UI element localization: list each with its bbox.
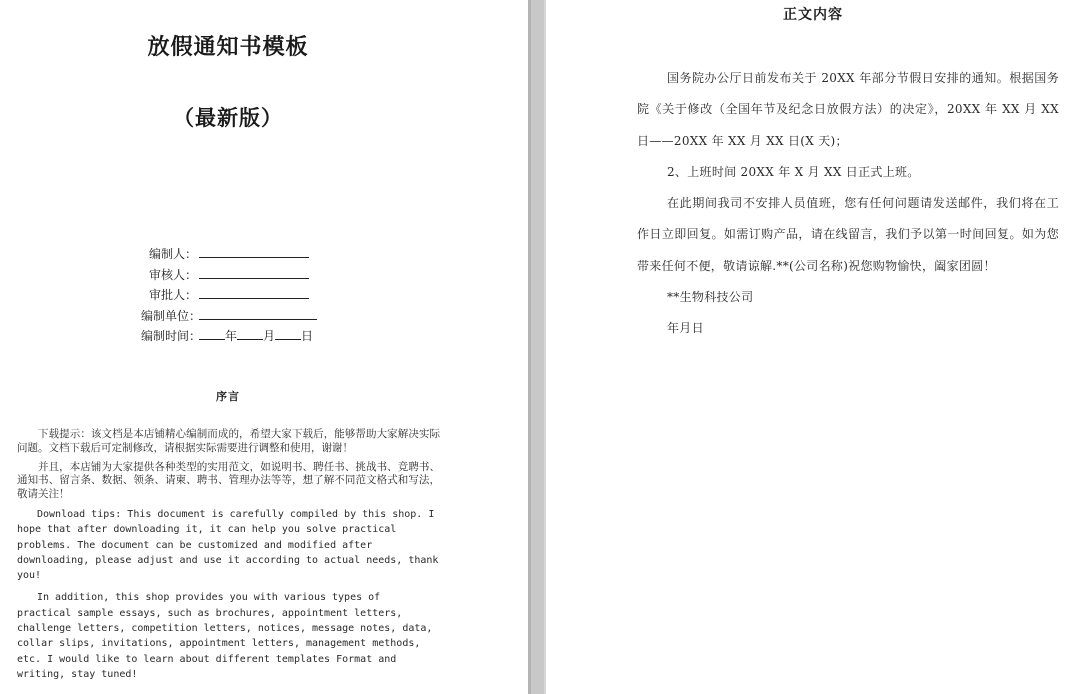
year-blank	[199, 329, 225, 340]
day-blank	[275, 329, 301, 340]
info-row-date	[141, 326, 317, 347]
reviewer-blank	[199, 268, 309, 279]
document-title: 放假通知书模板	[147, 34, 309, 60]
month-blank	[237, 329, 263, 340]
preface-paragraph: In addition, this shop provides you with various types of practical sample essays, such as brochures, appointment letters, challenge letters, competition letters, notices, message notes, data, collar slips, invitations, appointment letters, management methods, etc. I would like to learn about different templates Format and writing, stay tuned!	[17, 592, 433, 680]
month-text: 月	[263, 329, 276, 343]
body-paragraph: 2、上班时间 20XX 年 X 月 XX 日正式上班。	[667, 164, 920, 179]
body-heading: 正文内容	[783, 7, 843, 23]
approver-label: 审批人：	[148, 288, 197, 302]
preface-paragraph: 并且，本店铺为大家提供各种类型的实用范文，如说明书、聘任书、挑战书、竞聘书、通知书、留言条、数据、领条、请柬、聘书、管理办法等等，想了解不同范文格式和写法，敬请关注！	[17, 460, 440, 501]
unit-label: 编制单位：	[141, 308, 202, 323]
info-row-unit	[141, 306, 317, 327]
info-row-approver	[141, 285, 317, 306]
editor-blank	[199, 247, 309, 258]
gutter-shade-left	[528, 0, 531, 694]
approver-blank	[199, 288, 309, 299]
preface-paragraph: 下载提示：该文档是本店铺精心编制而成的，希望大家下载后，能够帮助大家解决实际问题。文档下载后可定制修改，请根据实际需要进行调整和使用，谢谢！	[17, 428, 440, 454]
body-paragraph: 在此期间我司不安排人员值班，您有任何问题请发送邮件，我们将在工作日立即回复。如需订购产品，请在线留言，我们予以第一时间回复。如为您带来任何不便，敬请谅解.**(公司名称)祝您购物愉快，阖家团圆！	[637, 196, 1059, 273]
signature-date: 年月日	[667, 321, 704, 336]
info-row-editor	[141, 244, 317, 265]
right-page	[546, 0, 1080, 694]
date-label: 编制时间：	[141, 329, 202, 343]
reviewer-label: 审核人：	[148, 267, 197, 282]
year-text: 年	[225, 329, 238, 343]
day-text: 日	[301, 329, 314, 343]
body-paragraph: 国务院办公厅日前发布关于 20XX 年部分节假日安排的通知。根据国务院《关于修改（全国年节及纪念日放假方法）的决定》，20XX 年 XX 月 XX 日——20XX 年 XX 月 XX 日(X 天)；	[637, 71, 1059, 148]
preface-paragraph: Download tips: This document is carefully compiled by this shop. I hope that after downloading it, it can help you solve practical problems. The document can be customized and modified after downloading, please adjust and use it according to actual needs, thank you!	[17, 508, 439, 582]
page-gutter	[528, 0, 546, 694]
preface-title: 序言	[216, 390, 240, 403]
body-text	[637, 63, 1059, 345]
company-signature: **生物科技公司	[667, 290, 754, 305]
left-page	[0, 0, 528, 694]
document-subtitle: （最新版）	[173, 105, 283, 130]
info-row-reviewer	[141, 265, 317, 286]
info-block	[141, 244, 317, 347]
editor-label: 编制人：	[148, 247, 197, 261]
unit-blank	[199, 309, 317, 320]
preface-body	[17, 428, 440, 689]
